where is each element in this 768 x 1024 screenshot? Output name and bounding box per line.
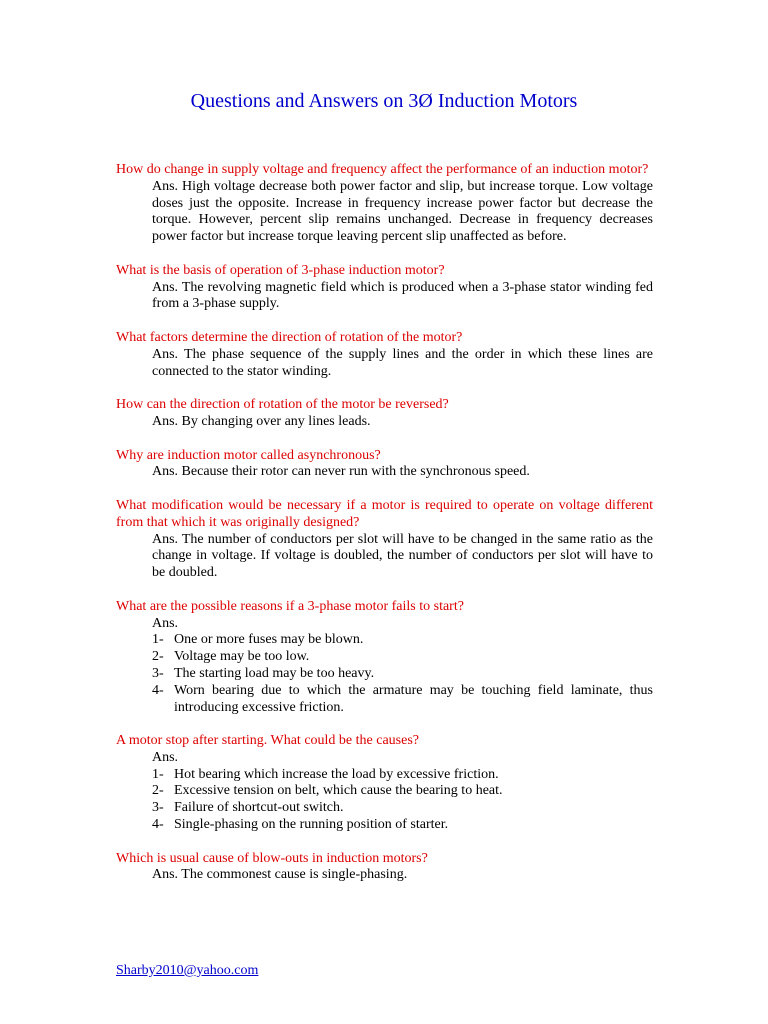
question: How can the direction of rotation of the motor be reversed? [116,397,449,413]
list-text: The starting load may be too heavy. [174,665,375,681]
list-number: 1- [152,766,164,782]
qa-item-supply-voltage [116,162,653,246]
question: What is the basis of operation of 3-phase induction motor? [116,262,445,278]
question: Which is usual cause of blow-outs in induction motors? [116,850,428,866]
list-item [152,767,653,784]
list-text: Single-phasing on the running position of starter. [174,817,449,833]
list-text: Voltage may be too low. [174,649,310,665]
list-text: Hot bearing which increase the load by excessive friction. [174,766,499,782]
list-text: Excessive tension on belt, which cause the bearing to heat. [174,783,503,799]
qa-item-stops-after-starting [116,733,653,834]
list-text: Failure of shortcut-out switch. [174,800,344,816]
list-item [152,632,653,649]
question: What factors determine the direction of rotation of the motor? [116,329,463,345]
list-number: 2- [152,649,164,665]
qa-item-basis-of-operation [116,263,653,313]
list-item [152,649,653,666]
list-item [152,817,653,834]
qa-content [116,162,653,901]
answer: Ans. By changing over any lines leads. [152,413,371,429]
answer: Ans. High voltage decrease both power factor and slip, but increase torque. Low voltage doses just the opposite. Increase in frequency increase power factor but decrease the torque. However, percent slip remains unchanged. Decrease in frequency decreases power factor but increase torque leaving percent slip unaffected as before. [152,178,653,245]
qa-item-asynchronous [116,448,653,482]
list-number: 3- [152,665,164,681]
list-text: One or more fuses may be blown. [174,632,364,648]
page-title: Questions and Answers on 3Ø Induction Motors [190,90,578,112]
question: What are the possible reasons if a 3-phase motor fails to start? [116,598,464,614]
answer: Ans. Because their rotor can never run with the synchronous speed. [152,464,530,480]
footer-email-link[interactable]: Sharby2010@yahoo.com [116,963,259,978]
list-number: 1- [152,632,164,648]
list-number: 4- [152,682,164,698]
list-text: Worn bearing due to which the armature may be touching field laminate, thus introducing excessive friction. [174,682,653,715]
answer: Ans. The revolving magnetic field which is produced when a 3-phase stator winding fed from a 3-phase supply. [152,279,653,312]
answer: Ans. The commonest cause is single-phasing. [152,867,408,883]
question: What modification would be necessary if a motor is required to operate on voltage different from that which it was originally designed? [116,497,653,530]
list-number: 2- [152,783,164,799]
list-number: 3- [152,800,164,816]
list-item [152,783,653,800]
list-item [152,800,653,817]
qa-item-direction-factors [116,330,653,380]
question: A motor stop after starting. What could be the causes? [116,733,419,749]
question: How do change in supply voltage and frequency affect the performance of an induction motor? [116,162,649,177]
qa-item-reverse-direction [116,397,653,431]
answer-list [152,632,653,716]
answer-list [152,767,653,834]
answer: Ans. [152,615,179,631]
answer: Ans. The number of conductors per slot will have to be changed in the same ratio as the change in voltage. If voltage is doubled, the number of conductors per slot will have to be doubled. [152,531,653,581]
list-item [152,666,653,683]
list-item [152,683,653,717]
answer: Ans. The phase sequence of the supply lines and the order in which these lines are connected to the stator winding. [152,346,653,379]
answer: Ans. [152,749,179,765]
list-number: 4- [152,817,164,833]
qa-item-blow-outs [116,851,653,885]
qa-item-voltage-modification [116,498,653,582]
qa-item-fails-to-start [116,599,653,717]
question: Why are induction motor called asynchronous? [116,447,381,463]
